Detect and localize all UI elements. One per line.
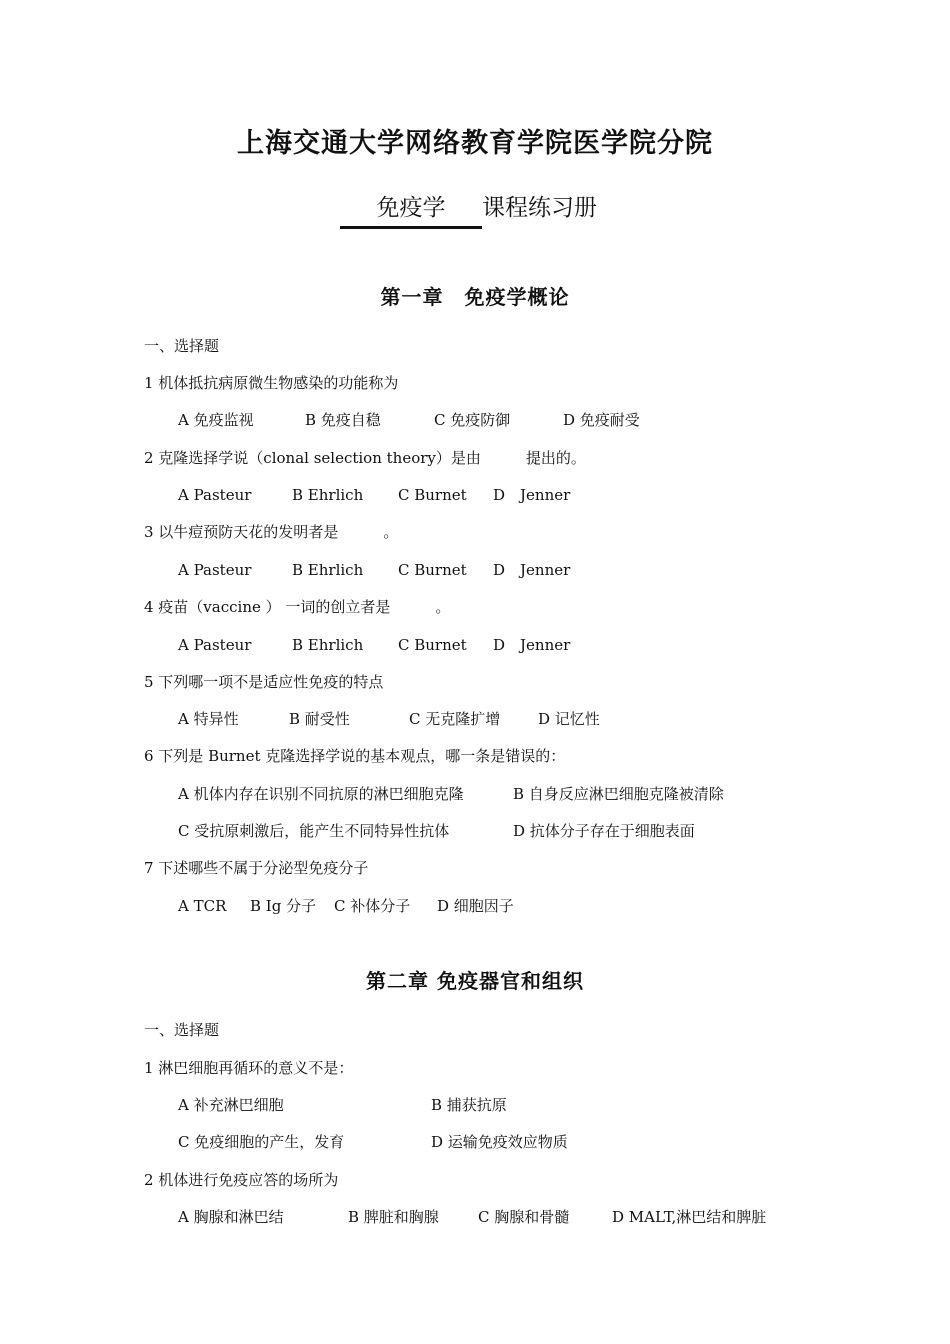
question-text: 1 淋巴细胞再循环的意义不是： (144, 1059, 354, 1077)
option-a: A Pasteur (178, 636, 252, 654)
option-b: B 免疫自稳 (305, 411, 381, 429)
option-a: A Pasteur (178, 561, 252, 579)
question-text: 6 下列是 Burnet 克隆选择学说的基本观点，哪一条是错误的： (144, 747, 566, 765)
option-c: C 胸腺和骨髓 (478, 1208, 570, 1226)
option-d: D MALT,淋巴结和脾脏 (612, 1208, 767, 1226)
option-b: B 捕获抗原 (431, 1096, 507, 1114)
option-d: D 抗体分子存在于细胞表面 (513, 822, 695, 840)
chapter-1-heading: 第一章 免疫学概论 (380, 285, 570, 309)
option-d: D Jenner (493, 636, 571, 654)
option-a: A TCR (178, 897, 227, 915)
option-c: C 免疫细胞的产生，发育 (178, 1133, 345, 1151)
section-heading: 一、选择题 (144, 1021, 220, 1039)
option-d: D Jenner (493, 486, 571, 504)
course-subtitle (340, 190, 597, 230)
option-c: C 受抗原刺激后，能产生不同特异性抗体 (178, 822, 450, 840)
option-d: D 记忆性 (538, 710, 600, 728)
option-d: D 免疫耐受 (563, 411, 640, 429)
workbook-label: 课程练习册 (482, 195, 597, 221)
option-b: B 自身反应淋巴细胞克隆被清除 (513, 785, 724, 803)
option-a: A 补充淋巴细胞 (178, 1096, 284, 1114)
section-heading: 一、选择题 (144, 337, 220, 355)
question-text: 7 下述哪些不属于分泌型免疫分子 (144, 859, 369, 877)
option-a: A 免疫监视 (178, 411, 254, 429)
option-b: B Ig 分子 (250, 897, 317, 915)
question-text: 2 克隆选择学说（clonal selection theory）是由 提出的。 (144, 449, 586, 467)
option-a: A 特异性 (178, 710, 239, 728)
option-b: B 耐受性 (289, 710, 350, 728)
question-text: 1 机体抵抗病原微生物感染的功能称为 (144, 374, 399, 392)
option-b: B Ehrlich (292, 561, 364, 579)
option-c: C 无克隆扩增 (409, 710, 501, 728)
option-b: B Ehrlich (292, 636, 364, 654)
option-d: D 运输免疫效应物质 (431, 1133, 568, 1151)
option-c: C Burnet (398, 486, 467, 504)
option-c: C Burnet (398, 636, 467, 654)
question-text: 3 以牛痘预防天花的发明者是 。 (144, 523, 399, 541)
question-text: 2 机体进行免疫应答的场所为 (144, 1171, 339, 1189)
option-d: D Jenner (493, 561, 571, 579)
option-a: A 胸腺和淋巴结 (178, 1208, 284, 1226)
chapter-2-heading: 第二章 免疫器官和组织 (366, 969, 584, 993)
option-b: B 脾脏和胸腺 (348, 1208, 439, 1226)
option-a: A 机体内存在识别不同抗原的淋巴细胞克隆 (178, 785, 464, 803)
option-d: D 细胞因子 (437, 897, 514, 915)
course-name: 免疫学 (340, 190, 482, 229)
option-c: C 免疫防御 (434, 411, 511, 429)
question-text: 4 疫苗（vaccine ） 一词的创立者是 。 (144, 598, 451, 616)
option-a: A Pasteur (178, 486, 252, 504)
option-b: B Ehrlich (292, 486, 364, 504)
option-c: C Burnet (398, 561, 467, 579)
option-c: C 补体分子 (334, 897, 411, 915)
question-text: 5 下列哪一项不是适应性免疫的特点 (144, 673, 384, 691)
document-title: 上海交通大学网络教育学院医学院分院 (237, 128, 713, 159)
